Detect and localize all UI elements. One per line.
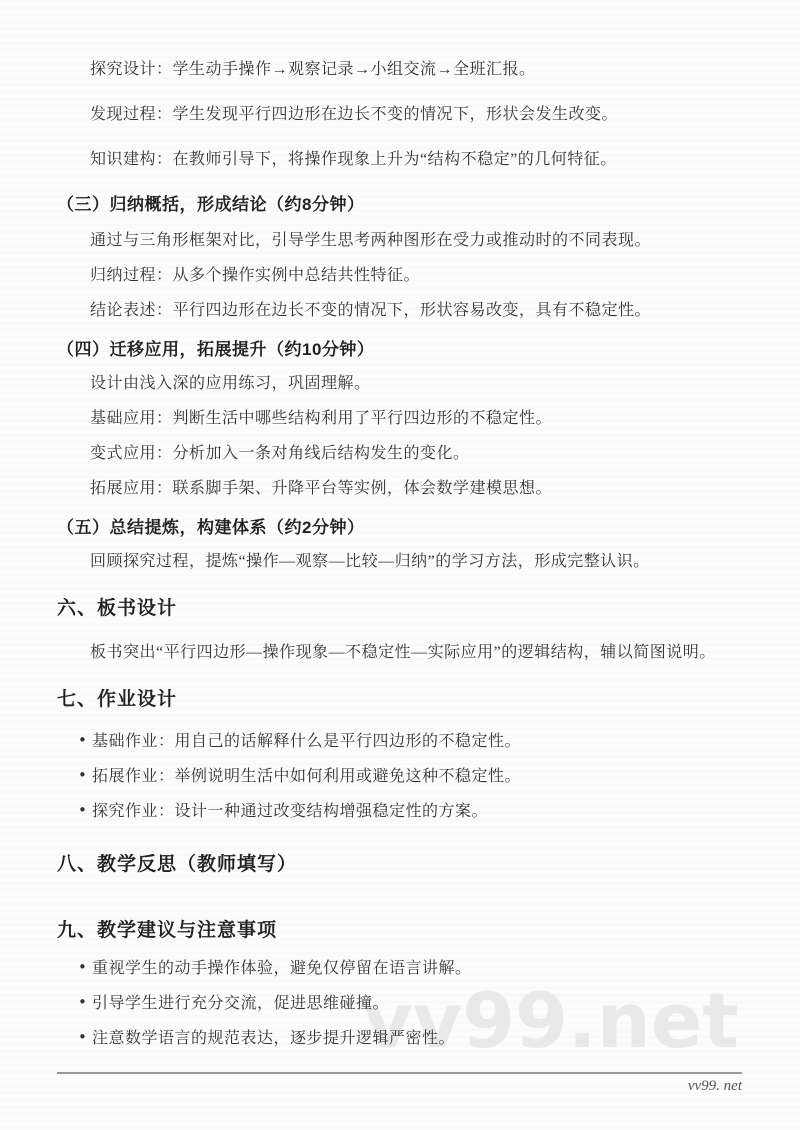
list-item-text: 探究作业：设计一种通过改变结构增强稳定性的方案。 bbox=[92, 803, 489, 820]
footer-site-label: vv99. net bbox=[687, 1078, 742, 1094]
list-item-text: 注意数学语言的规范表达，逐步提升逻辑严密性。 bbox=[92, 1030, 456, 1047]
paragraph: 结论表述：平行四边形在边长不变的情况下，形状容易改变，具有不稳定性。 bbox=[90, 302, 652, 319]
watermark: vv99.net bbox=[363, 976, 739, 1065]
list-item bbox=[78, 802, 760, 821]
paragraph: 板书突出“平行四边形—操作现象—不稳定性—实际应用”的逻辑结构，辅以简图说明。 bbox=[90, 644, 716, 661]
subsection-heading-3: （三）归纳概括，形成结论（约8分钟） bbox=[57, 195, 365, 214]
list-item-text: 拓展作业：举例说明生活中如何利用或避免这种不稳定性。 bbox=[92, 768, 522, 785]
homework-list bbox=[78, 732, 760, 821]
paragraph: 归纳过程：从多个操作实例中总结共性特征。 bbox=[90, 267, 421, 284]
list-item-text: 重视学生的动手操作体验，避免仅停留在语言讲解。 bbox=[92, 960, 472, 977]
subsection-heading-5: （五）总结提炼，构建体系（约2分钟） bbox=[57, 518, 365, 537]
section-heading-teaching-reflection: 八、教学反思（教师填写） bbox=[57, 854, 298, 875]
list-item bbox=[78, 767, 760, 786]
bullet-icon: • bbox=[78, 993, 88, 1011]
list-item bbox=[78, 1029, 760, 1048]
bullet-icon: • bbox=[78, 958, 88, 976]
bullet-icon: • bbox=[78, 1028, 88, 1046]
list-item bbox=[78, 959, 760, 978]
list-item bbox=[78, 732, 760, 751]
bullet-icon: • bbox=[78, 731, 88, 749]
section-heading-board-design: 六、板书设计 bbox=[57, 598, 178, 619]
paragraph: 通过与三角形框架对比，引导学生思考两种图形在受力或推动时的不同表现。 bbox=[90, 232, 652, 249]
paragraph-knowledge-construction: 知识建构：在教师引导下，将操作现象上升为“结构不稳定”的几何特征。 bbox=[90, 151, 617, 168]
paragraph-discovery-process: 发现过程：学生发现平行四边形在边长不变的情况下，形状会发生改变。 bbox=[90, 106, 619, 123]
paragraph: 基础应用：判断生活中哪些结构利用了平行四边形的不稳定性。 bbox=[90, 410, 553, 427]
bullet-icon: • bbox=[78, 801, 88, 819]
paragraph-inquiry-design: 探究设计：学生动手操作→观察记录→小组交流→全班汇报。 bbox=[90, 61, 536, 78]
paragraph: 设计由浅入深的应用练习，巩固理解。 bbox=[90, 375, 371, 392]
suggestions-list bbox=[78, 959, 760, 1048]
paragraph: 变式应用：分析加入一条对角线后结构发生的变化。 bbox=[90, 445, 470, 462]
section-heading-homework-design: 七、作业设计 bbox=[57, 689, 178, 710]
list-item bbox=[78, 994, 760, 1013]
section-heading-teaching-suggestions: 九、教学建议与注意事项 bbox=[57, 920, 278, 941]
paragraph: 回顾探究过程，提炼“操作—观察—比较—归纳”的学习方法，形成完整认识。 bbox=[90, 553, 650, 570]
list-item-text: 引导学生进行充分交流，促进思维碰撞。 bbox=[92, 995, 390, 1012]
footer-divider bbox=[57, 1072, 742, 1074]
subsection-heading-4: （四）迁移应用，拓展提升（约10分钟） bbox=[57, 340, 375, 359]
paragraph: 拓展应用：联系脚手架、升降平台等实例，体会数学建模思想。 bbox=[90, 480, 553, 497]
bullet-icon: • bbox=[78, 766, 88, 784]
list-item-text: 基础作业：用自己的话解释什么是平行四边形的不稳定性。 bbox=[92, 733, 522, 750]
